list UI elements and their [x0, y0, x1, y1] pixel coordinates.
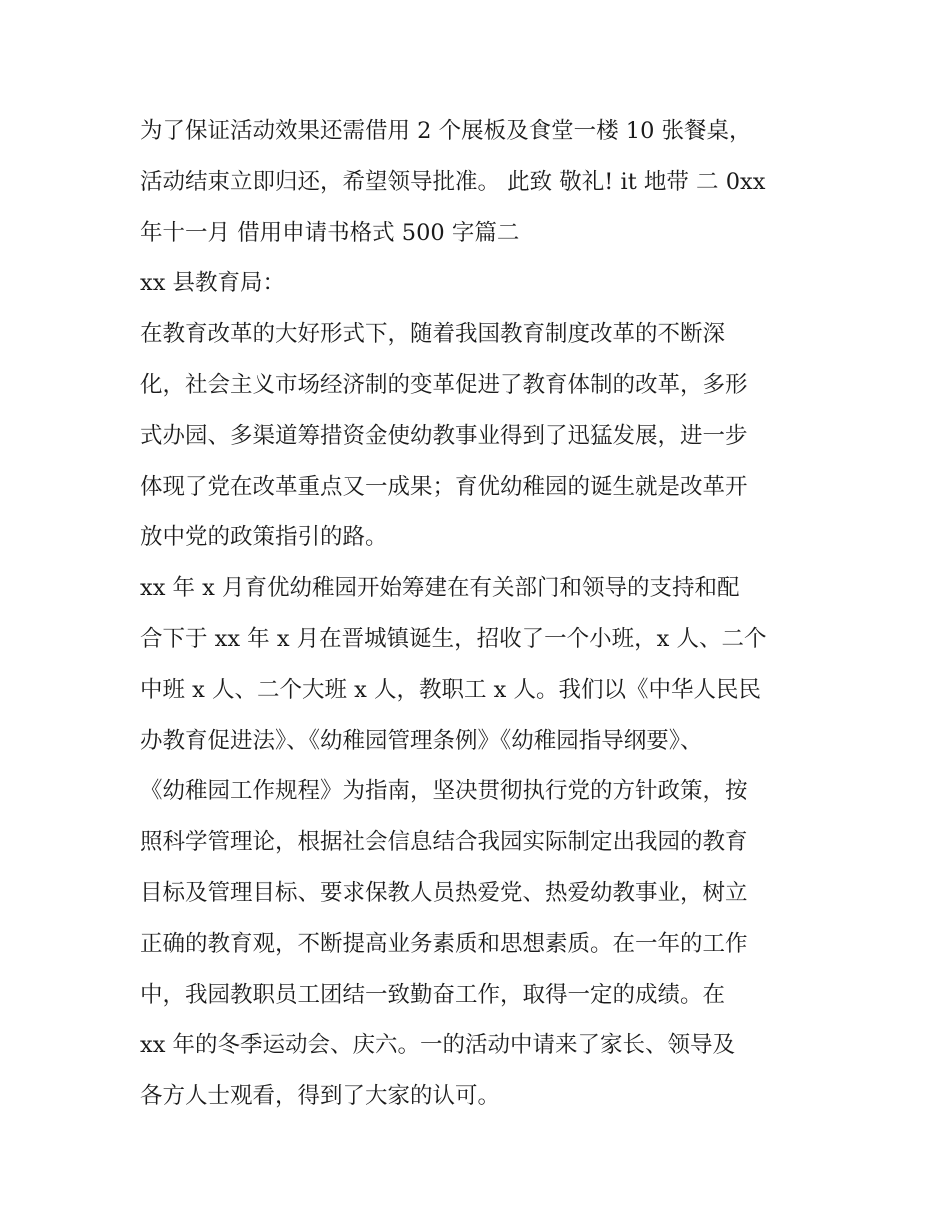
- text-line: 《幼稚园工作规程》为指南，坚决贯彻执行党的方针政策，按: [140, 778, 748, 805]
- text-line: 照科学管理论，根据社会信息结合我园实际制定出我园的教育: [140, 829, 748, 856]
- text-line: 化，社会主义市场经济制的变革促进了教育体制的改革，多形: [140, 371, 748, 398]
- text-line: 放中党的政策指引的路。: [140, 524, 388, 551]
- text-line: 办教育促进法》、《幼稚园管理条例》《幼稚园指导纲要》、: [140, 727, 703, 754]
- text-line: 式办园、多渠道筹措资金使幼教事业得到了迅猛发展，进一步: [140, 422, 748, 449]
- text-line: xx 年 x 月育优幼稚园开始筹建在有关部门和领导的支持和配: [140, 575, 740, 602]
- text-line: 合下于 xx 年 x 月在晋城镇诞生，招收了一个小班，x 人、二个: [140, 625, 767, 652]
- text-line: 为了保证活动效果还需借用 2 个展板及食堂一楼 10 张餐桌，: [140, 118, 752, 144]
- text-line: 年十一月 借用申请书格式 500 字篇二: [140, 219, 520, 246]
- text-line: 在教育改革的大好形式下，随着我国教育制度改革的不断深: [140, 321, 726, 348]
- text-line: 活动结束立即归还，希望领导批准。 此致 敬礼! it 地带 二 0xx: [140, 168, 766, 195]
- text-line: 各方人士观看，得到了大家的认可。: [140, 1083, 501, 1110]
- text-line: 中，我园教职员工团结一致勤奋工作，取得一定的成绩。在: [140, 981, 726, 1008]
- salutation-line: xx 县教育局：: [140, 270, 286, 297]
- text-line: 目标及管理目标、要求保教人员热爱党、热爱幼教事业，树立: [140, 879, 748, 906]
- text-line: 正确的教育观，不断提高业务素质和思想素质。在一年的工作: [140, 930, 748, 957]
- document-body: [140, 106, 830, 1122]
- text-line: xx 年的冬季运动会、庆六。一的活动中请来了家长、领导及: [140, 1032, 736, 1059]
- text-line: 体现了党在改革重点又一成果；育优幼稚园的诞生就是改革开: [140, 473, 748, 500]
- text-line: 中班 x 人、二个大班 x 人，教职工 x 人。我们以《中华人民民: [140, 676, 761, 703]
